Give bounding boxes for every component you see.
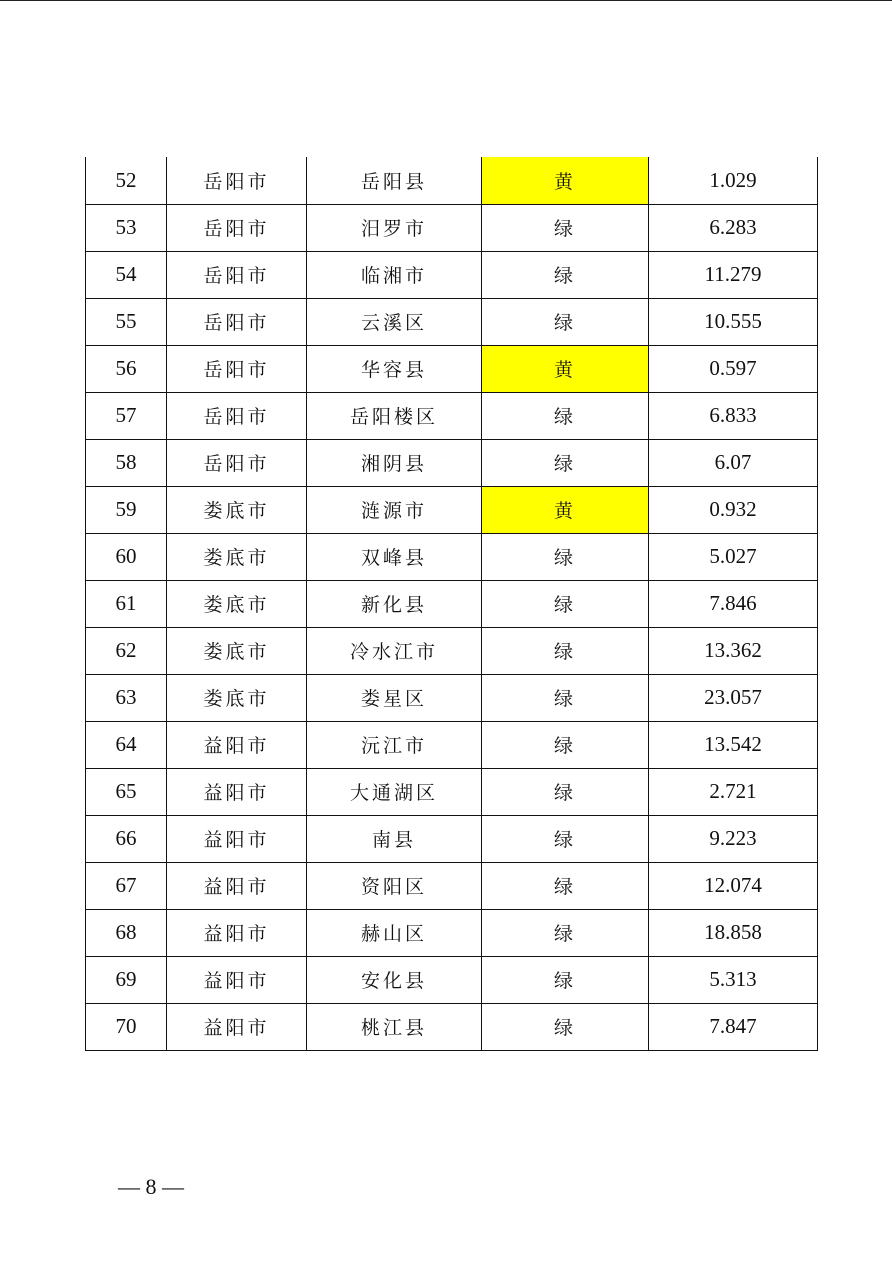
- county-cell: 资阳区: [307, 862, 482, 909]
- city-cell: 岳阳市: [167, 392, 307, 439]
- table-row: [86, 1003, 818, 1050]
- table-container: [85, 157, 817, 1051]
- table-row: [86, 674, 818, 721]
- county-cell: 安化县: [307, 956, 482, 1003]
- row-index-cell: 69: [86, 956, 167, 1003]
- level-cell: 绿: [482, 815, 649, 862]
- row-index-cell: 70: [86, 1003, 167, 1050]
- value-cell: 0.597: [649, 345, 818, 392]
- table-row: [86, 721, 818, 768]
- table-row: [86, 580, 818, 627]
- city-cell: 娄底市: [167, 674, 307, 721]
- table-row: [86, 157, 818, 204]
- row-index-cell: 52: [86, 157, 167, 204]
- level-cell: 绿: [482, 862, 649, 909]
- row-index-cell: 54: [86, 251, 167, 298]
- level-cell: 绿: [482, 251, 649, 298]
- city-cell: 娄底市: [167, 580, 307, 627]
- row-index-cell: 64: [86, 721, 167, 768]
- table-row: [86, 627, 818, 674]
- table-row: [86, 956, 818, 1003]
- level-cell: 绿: [482, 392, 649, 439]
- city-cell: 益阳市: [167, 862, 307, 909]
- county-cell: 南县: [307, 815, 482, 862]
- value-cell: 5.313: [649, 956, 818, 1003]
- table-row: [86, 298, 818, 345]
- level-cell: 黄: [482, 345, 649, 392]
- table-row: [86, 486, 818, 533]
- level-cell: 绿: [482, 909, 649, 956]
- city-cell: 岳阳市: [167, 298, 307, 345]
- value-cell: 6.283: [649, 204, 818, 251]
- value-cell: 7.847: [649, 1003, 818, 1050]
- city-cell: 益阳市: [167, 768, 307, 815]
- value-cell: 13.542: [649, 721, 818, 768]
- table-row: [86, 533, 818, 580]
- city-cell: 益阳市: [167, 909, 307, 956]
- table-body: [86, 157, 818, 1050]
- level-cell: 绿: [482, 721, 649, 768]
- level-cell: 绿: [482, 580, 649, 627]
- level-cell: 绿: [482, 439, 649, 486]
- city-cell: 益阳市: [167, 815, 307, 862]
- row-index-cell: 58: [86, 439, 167, 486]
- table-row: [86, 345, 818, 392]
- row-index-cell: 67: [86, 862, 167, 909]
- table-row: [86, 862, 818, 909]
- city-cell: 岳阳市: [167, 345, 307, 392]
- value-cell: 9.223: [649, 815, 818, 862]
- value-cell: 23.057: [649, 674, 818, 721]
- level-cell: 绿: [482, 533, 649, 580]
- county-cell: 岳阳县: [307, 157, 482, 204]
- value-cell: 6.07: [649, 439, 818, 486]
- county-cell: 湘阴县: [307, 439, 482, 486]
- value-cell: 2.721: [649, 768, 818, 815]
- county-cell: 双峰县: [307, 533, 482, 580]
- table-row: [86, 768, 818, 815]
- level-cell: 绿: [482, 674, 649, 721]
- city-cell: 岳阳市: [167, 204, 307, 251]
- table-row: [86, 439, 818, 486]
- row-index-cell: 65: [86, 768, 167, 815]
- city-cell: 娄底市: [167, 533, 307, 580]
- county-cell: 大通湖区: [307, 768, 482, 815]
- row-index-cell: 60: [86, 533, 167, 580]
- value-cell: 6.833: [649, 392, 818, 439]
- row-index-cell: 57: [86, 392, 167, 439]
- row-index-cell: 53: [86, 204, 167, 251]
- row-index-cell: 62: [86, 627, 167, 674]
- table-row: [86, 392, 818, 439]
- county-cell: 桃江县: [307, 1003, 482, 1050]
- county-cell: 新化县: [307, 580, 482, 627]
- county-cell: 娄星区: [307, 674, 482, 721]
- city-cell: 益阳市: [167, 956, 307, 1003]
- table-row: [86, 909, 818, 956]
- city-cell: 娄底市: [167, 486, 307, 533]
- value-cell: 1.029: [649, 157, 818, 204]
- value-cell: 10.555: [649, 298, 818, 345]
- table-row: [86, 815, 818, 862]
- county-cell: 云溪区: [307, 298, 482, 345]
- row-index-cell: 63: [86, 674, 167, 721]
- page-number: — 8 —: [118, 1174, 184, 1199]
- row-index-cell: 59: [86, 486, 167, 533]
- value-cell: 5.027: [649, 533, 818, 580]
- value-cell: 18.858: [649, 909, 818, 956]
- value-cell: 12.074: [649, 862, 818, 909]
- county-cell: 赫山区: [307, 909, 482, 956]
- county-cell: 临湘市: [307, 251, 482, 298]
- city-cell: 岳阳市: [167, 251, 307, 298]
- county-level-table: [85, 157, 818, 1051]
- county-cell: 冷水江市: [307, 627, 482, 674]
- city-cell: 岳阳市: [167, 439, 307, 486]
- row-index-cell: 66: [86, 815, 167, 862]
- row-index-cell: 56: [86, 345, 167, 392]
- county-cell: 涟源市: [307, 486, 482, 533]
- level-cell: 黄: [482, 157, 649, 204]
- value-cell: 13.362: [649, 627, 818, 674]
- value-cell: 11.279: [649, 251, 818, 298]
- page-top-rule: [0, 0, 892, 1]
- city-cell: 娄底市: [167, 627, 307, 674]
- level-cell: 绿: [482, 627, 649, 674]
- city-cell: 岳阳市: [167, 157, 307, 204]
- table-row: [86, 251, 818, 298]
- county-cell: 岳阳楼区: [307, 392, 482, 439]
- row-index-cell: 55: [86, 298, 167, 345]
- level-cell: 绿: [482, 298, 649, 345]
- county-cell: 沅江市: [307, 721, 482, 768]
- row-index-cell: 68: [86, 909, 167, 956]
- row-index-cell: 61: [86, 580, 167, 627]
- level-cell: 黄: [482, 486, 649, 533]
- city-cell: 益阳市: [167, 1003, 307, 1050]
- level-cell: 绿: [482, 1003, 649, 1050]
- county-cell: 华容县: [307, 345, 482, 392]
- county-cell: 汨罗市: [307, 204, 482, 251]
- city-cell: 益阳市: [167, 721, 307, 768]
- level-cell: 绿: [482, 768, 649, 815]
- value-cell: 0.932: [649, 486, 818, 533]
- value-cell: 7.846: [649, 580, 818, 627]
- table-row: [86, 204, 818, 251]
- level-cell: 绿: [482, 956, 649, 1003]
- level-cell: 绿: [482, 204, 649, 251]
